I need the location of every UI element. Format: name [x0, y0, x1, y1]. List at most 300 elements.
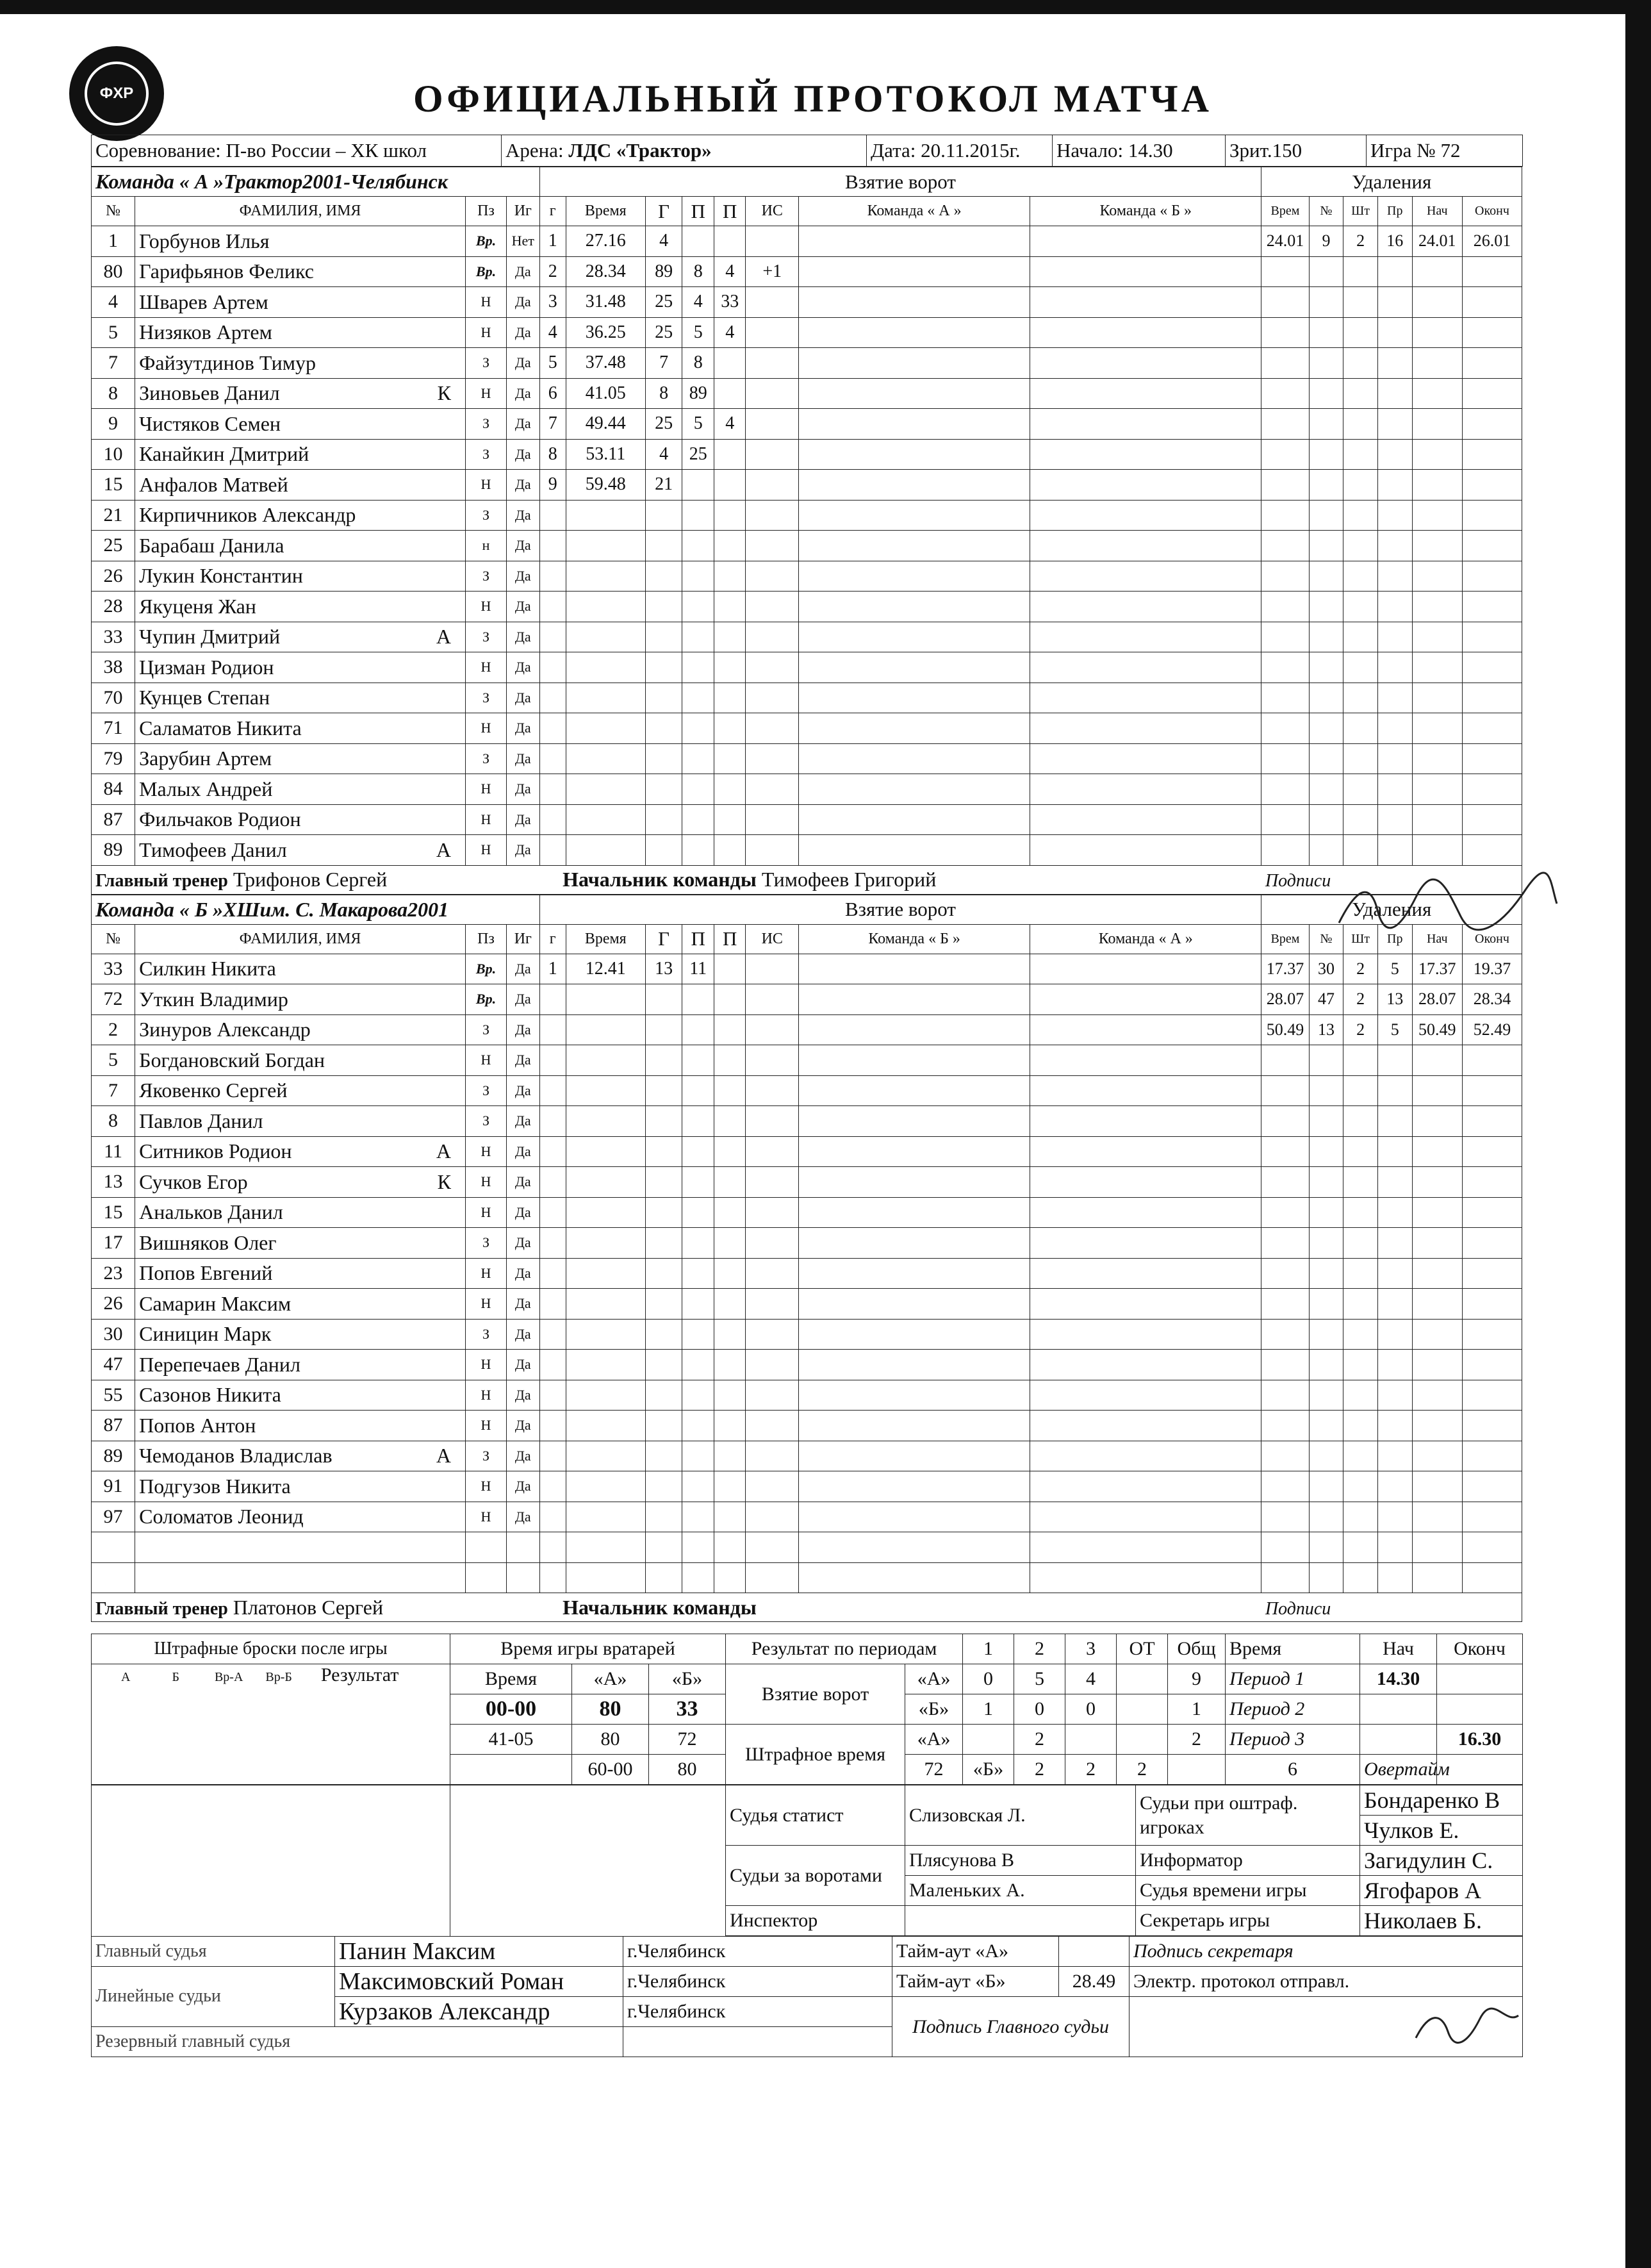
penalty-okon [1462, 1502, 1522, 1532]
goal-g [645, 835, 682, 866]
goal-detail-left [799, 1289, 1030, 1320]
player-position: З [466, 439, 507, 470]
signature-team-a [1333, 872, 1563, 948]
penalty-sh [1343, 1106, 1378, 1137]
player-number [92, 1562, 135, 1593]
goal-detail-left [799, 1441, 1030, 1471]
penalty-n [1309, 1471, 1343, 1502]
period-1-label: Период 1 [1226, 1664, 1360, 1694]
player-number: 21 [92, 500, 135, 531]
penalty-t [1261, 1075, 1309, 1106]
player-position: Н [466, 652, 507, 683]
penalty-pr [1377, 1502, 1412, 1532]
inspector-label: Инспектор [726, 1906, 905, 1936]
player-position [466, 1562, 507, 1593]
penalty-sh [1343, 1441, 1378, 1471]
goal-time: 49.44 [566, 409, 645, 440]
goal-p1 [682, 804, 714, 835]
goal-g: 4 [645, 439, 682, 470]
goal-p1 [682, 1045, 714, 1076]
player-position: Н [466, 1136, 507, 1167]
goal-detail-left [799, 378, 1030, 409]
penalty-okon [1462, 1045, 1522, 1076]
penalty-sh [1343, 1562, 1378, 1593]
player-played: Да [506, 500, 539, 531]
penalty-nach [1412, 1136, 1462, 1167]
goal-p1 [682, 1350, 714, 1380]
col-G: Г [645, 924, 682, 954]
penalty-pr [1377, 561, 1412, 592]
player-name-cell [135, 804, 466, 835]
penalty-nach [1412, 743, 1462, 774]
penalty-pr [1377, 1106, 1412, 1137]
penalty-sh [1343, 1136, 1378, 1167]
penalty-okon [1462, 1197, 1522, 1228]
goal-is [746, 531, 799, 561]
reserve-ref-label: Резервный главный судья [92, 2027, 623, 2057]
team-name: Команда « А »Трактор2001-Челябинск [92, 167, 540, 197]
goal-p2 [714, 561, 746, 592]
player-name-cell [135, 531, 466, 561]
player-number: 33 [92, 954, 135, 984]
goal-detail-right [1030, 1502, 1261, 1532]
goal-p1: 4 [682, 287, 714, 318]
player-number: 38 [92, 652, 135, 683]
pen-team-b: «Б» [963, 1755, 1014, 1785]
informer-label: Информатор [1136, 1846, 1360, 1876]
goal-p1 [682, 622, 714, 652]
col-time: Время [566, 924, 645, 954]
penalty-nach [1412, 470, 1462, 501]
player-played: Да [506, 984, 539, 1015]
col-ig: Иг [506, 197, 539, 226]
penalty-nach [1412, 804, 1462, 835]
logo-text: ФХР [99, 85, 134, 102]
period-3-end: 16.30 [1437, 1725, 1523, 1755]
player-position: З [466, 683, 507, 713]
goal-g [645, 622, 682, 652]
player-number: 17 [92, 1228, 135, 1259]
penalty-pr [1377, 1167, 1412, 1198]
penalty-t [1261, 743, 1309, 774]
penalty-pr [1377, 439, 1412, 470]
player-row [92, 1075, 1522, 1106]
player-row [92, 1167, 1522, 1198]
secretary-label: Секретарь игры [1136, 1906, 1360, 1936]
col-ig: Иг [506, 924, 539, 954]
period-2-start [1360, 1694, 1437, 1725]
shootout-col-vra: Вр-А [214, 1670, 243, 1684]
col-P2: П [714, 924, 746, 954]
goals-a-p3: 4 [1065, 1664, 1117, 1694]
pen-a-p2: 2 [1014, 1725, 1065, 1755]
pen-a-p1 [963, 1725, 1014, 1755]
penalty-nach [1412, 652, 1462, 683]
player-number: 11 [92, 1136, 135, 1167]
goal-p1 [682, 1411, 714, 1441]
penalty-sh: 2 [1343, 226, 1378, 257]
period-2-end [1437, 1694, 1523, 1725]
goal-is [746, 348, 799, 379]
penalty-nach [1412, 713, 1462, 744]
goal-time [566, 1350, 645, 1380]
shootout-result: Результат [320, 1664, 399, 1685]
player-played: Да [506, 470, 539, 501]
penalty-n [1309, 1289, 1343, 1320]
penalty-okon [1462, 592, 1522, 622]
goal-p1: 25 [682, 439, 714, 470]
player-name-cell [135, 835, 466, 866]
goal-is [746, 1228, 799, 1259]
goal-time [566, 835, 645, 866]
goal-g [645, 500, 682, 531]
penalty-okon [1462, 1167, 1522, 1198]
player-position: Н [466, 1258, 507, 1289]
player-number: 8 [92, 378, 135, 409]
goal-g: 4 [539, 317, 566, 348]
player-number: 33 [92, 622, 135, 652]
period-3-label: Период 3 [1226, 1725, 1360, 1755]
player-position: Н [466, 287, 507, 318]
goal-detail-right [1030, 409, 1261, 440]
player-name-cell [135, 1106, 466, 1137]
goal-g [539, 1411, 566, 1441]
penalty-sh [1343, 378, 1378, 409]
player-row [92, 1380, 1522, 1411]
penalty-nach [1412, 1411, 1462, 1441]
goal-p1 [682, 1136, 714, 1167]
goal-p1 [682, 1441, 714, 1471]
goal-g: 1 [539, 954, 566, 984]
player-name: Чистяков Семен [139, 411, 281, 435]
goal-g [539, 1045, 566, 1076]
penalty-t [1261, 531, 1309, 561]
penalty-t: 24.01 [1261, 226, 1309, 257]
goal-detail-left [799, 622, 1030, 652]
penalty-n [1309, 500, 1343, 531]
goal-detail-right [1030, 592, 1261, 622]
player-position: З [466, 348, 507, 379]
penalty-sh: 2 [1343, 954, 1378, 984]
player-name: Зарубин Артем [139, 747, 272, 770]
shootout-title: Штрафные броски после игры [92, 1634, 450, 1664]
goalie-time-3: 60-00 [572, 1755, 649, 1785]
goal-p2 [714, 804, 746, 835]
penalty-okon: 28.34 [1462, 984, 1522, 1015]
goal-p1 [682, 1319, 714, 1350]
player-number: 15 [92, 470, 135, 501]
player-row [92, 470, 1522, 501]
goal-detail-right [1030, 1197, 1261, 1228]
team-b-section [91, 895, 1522, 1623]
penalty-n [1309, 1228, 1343, 1259]
penalty-pr [1377, 348, 1412, 379]
goal-detail-left [799, 1258, 1030, 1289]
penalty-nach [1412, 500, 1462, 531]
player-row [92, 984, 1522, 1015]
goal-g [645, 1562, 682, 1593]
penalty-nach [1412, 683, 1462, 713]
goal-p1 [682, 984, 714, 1015]
penalty-pr [1377, 835, 1412, 866]
penalty-okon [1462, 561, 1522, 592]
penalty-nach [1412, 1562, 1462, 1593]
goal-detail-left [799, 317, 1030, 348]
penalty-nach [1412, 622, 1462, 652]
player-name: Кирпичников Александр [139, 503, 356, 527]
goal-g [539, 1014, 566, 1045]
goal-detail-right [1030, 1136, 1261, 1167]
penalty-n [1309, 531, 1343, 561]
goalie-time-title: Время игры вратарей [450, 1634, 726, 1664]
penalty-nach [1412, 1075, 1462, 1106]
penalty-n [1309, 1441, 1343, 1471]
main-ref-city: г.Челябинск [623, 1937, 892, 1967]
goal-p2 [714, 1471, 746, 1502]
goal-p2 [714, 439, 746, 470]
penalty-pr [1377, 1319, 1412, 1350]
player-position: Вр. [466, 256, 507, 287]
match-date: Дата: 20.11.2015г. [867, 135, 1053, 167]
penalty-t: 50.49 [1261, 1014, 1309, 1045]
col-IS: ИС [746, 924, 799, 954]
penalty-sh [1343, 1319, 1378, 1350]
player-row [92, 652, 1522, 683]
penalty-pr [1377, 774, 1412, 805]
goal-p2 [714, 622, 746, 652]
player-name-cell [135, 1532, 466, 1563]
goal-detail-left [799, 1532, 1030, 1563]
col-psh: Шт [1343, 924, 1378, 954]
goal-detail-left [799, 1471, 1030, 1502]
player-row [92, 226, 1522, 257]
penalty-n [1309, 622, 1343, 652]
goal-detail-left [799, 470, 1030, 501]
penalty-okon [1462, 743, 1522, 774]
goal-detail-left [799, 1350, 1030, 1380]
player-row [92, 348, 1522, 379]
goal-detail-right [1030, 1380, 1261, 1411]
player-name: Гарифьянов Феликс [139, 260, 314, 283]
penalty-sh [1343, 592, 1378, 622]
goals-a-ot [1117, 1664, 1168, 1694]
player-row [92, 1532, 1522, 1563]
goal-p1: 11 [682, 954, 714, 984]
goal-detail-left [799, 348, 1030, 379]
goal-is [746, 439, 799, 470]
player-name-cell [135, 1411, 466, 1441]
signatures-label: Подписи [1265, 871, 1331, 891]
goal-g [539, 1350, 566, 1380]
goal-time [566, 592, 645, 622]
penalty-n: 30 [1309, 954, 1343, 984]
goal-detail-right [1030, 1532, 1261, 1563]
timer-name: Ягофаров А [1360, 1876, 1523, 1906]
penalty-n [1309, 439, 1343, 470]
goal-g [645, 531, 682, 561]
penalty-sh [1343, 1350, 1378, 1380]
main-ref-name: Панин Максим [335, 1937, 623, 1967]
player-position: Н [466, 1350, 507, 1380]
goal-detail-left [799, 1319, 1030, 1350]
penalty-n [1309, 804, 1343, 835]
officials-mid-blank [450, 1785, 726, 1936]
main-ref-label: Главный судья [92, 1937, 335, 1967]
goal-p2 [714, 1319, 746, 1350]
player-played: Да [506, 683, 539, 713]
penalty-okon [1462, 1075, 1522, 1106]
player-row [92, 317, 1522, 348]
pen-b-p2: 2 [1065, 1755, 1117, 1785]
goal-time [566, 774, 645, 805]
penalty-sh [1343, 1045, 1378, 1076]
coach-label: Главный тренер [95, 1598, 228, 1619]
secretary-name: Николаев Б. [1360, 1906, 1523, 1936]
linesman-1-city: г.Челябинск [623, 1967, 892, 1997]
player-number: 84 [92, 774, 135, 805]
goals-title: Взятие ворот [539, 895, 1261, 924]
goal-p2 [714, 683, 746, 713]
goal-detail-left [799, 1136, 1030, 1167]
penalty-t: 28.07 [1261, 984, 1309, 1015]
goal-p2 [714, 1014, 746, 1045]
goal-g [645, 713, 682, 744]
goal-time [566, 500, 645, 531]
player-name-cell [135, 1471, 466, 1502]
player-played: Да [506, 531, 539, 561]
penalty-okon [1462, 500, 1522, 531]
goal-detail-left [799, 1228, 1030, 1259]
player-row [92, 1258, 1522, 1289]
penalty-n: 9 [1309, 226, 1343, 257]
player-played: Да [506, 1258, 539, 1289]
penalty-sh [1343, 1167, 1378, 1198]
goal-p1 [682, 743, 714, 774]
penalty-sh [1343, 1502, 1378, 1532]
player-name-cell [135, 954, 466, 984]
goal-detail-right [1030, 439, 1261, 470]
goal-detail-left [799, 561, 1030, 592]
player-number: 80 [92, 256, 135, 287]
penalty-nach [1412, 774, 1462, 805]
penalty-nach: 50.49 [1412, 1014, 1462, 1045]
penalty-t [1261, 561, 1309, 592]
goal-detail-right [1030, 652, 1261, 683]
player-row [92, 1106, 1522, 1137]
goal-time [566, 561, 645, 592]
player-row [92, 1350, 1522, 1380]
penalty-nach [1412, 1502, 1462, 1532]
player-played [506, 1532, 539, 1563]
goal-g [539, 592, 566, 622]
pen-b-total: 6 [1226, 1755, 1360, 1785]
penalty-okon [1462, 1136, 1522, 1167]
goal-g [645, 1228, 682, 1259]
player-position: Н [466, 1197, 507, 1228]
penalty-okon [1462, 1441, 1522, 1471]
penalty-okon [1462, 1350, 1522, 1380]
penalty-pr [1377, 804, 1412, 835]
player-position: Н [466, 1045, 507, 1076]
player-name: Низяков Артем [139, 320, 272, 344]
col-P2: П [714, 197, 746, 226]
player-number: 9 [92, 409, 135, 440]
penalty-t [1261, 348, 1309, 379]
goal-p2 [714, 500, 746, 531]
goal-g [645, 804, 682, 835]
goalie-time-1: 00-00 [450, 1694, 572, 1725]
goal-detail-left [799, 1562, 1030, 1593]
penalty-sh [1343, 1380, 1378, 1411]
times-head-time: Время [1226, 1634, 1360, 1664]
goal-detail-left [799, 1106, 1030, 1137]
linesman-2: Курзаков Александр [335, 1997, 623, 2027]
goal-detail-left [799, 954, 1030, 984]
penalty-nach [1412, 561, 1462, 592]
goal-is [746, 470, 799, 501]
player-name: Кунцев Степан [139, 686, 270, 709]
player-position [466, 1532, 507, 1563]
goal-g: 7 [645, 348, 682, 379]
player-position: Н [466, 1289, 507, 1320]
linesman-2-city: г.Челябинск [623, 1997, 892, 2027]
goal-p2 [714, 1350, 746, 1380]
col-team-left: Команда « Б » [799, 924, 1030, 954]
penalty-sh [1343, 439, 1378, 470]
game-number: Игра № 72 [1367, 135, 1523, 167]
penalty-pr: 5 [1377, 954, 1412, 984]
goal-is [746, 774, 799, 805]
team-name: Команда « Б »ХШим. С. Макарова2001 [92, 895, 540, 924]
penalty-nach: 24.01 [1412, 226, 1462, 257]
penalty-sh [1343, 743, 1378, 774]
penalty-pr [1377, 287, 1412, 318]
penalty-n [1309, 1562, 1343, 1593]
penalty-t [1261, 1136, 1309, 1167]
goal-time [566, 622, 645, 652]
goals-a-p1: 0 [963, 1664, 1014, 1694]
player-played: Да [506, 561, 539, 592]
penalty-nach [1412, 1106, 1462, 1137]
goal-time: 53.11 [566, 439, 645, 470]
goal-p1 [682, 835, 714, 866]
chief-cell [539, 1593, 1261, 1622]
penalty-sh [1343, 1532, 1378, 1563]
penalties-title: Удаления [1261, 895, 1522, 924]
player-played: Да [506, 1167, 539, 1198]
goal-is [746, 1075, 799, 1106]
penalty-sh [1343, 713, 1378, 744]
goal-g [645, 1411, 682, 1441]
player-row [92, 1471, 1522, 1502]
player-position: Н [466, 317, 507, 348]
timeout-b-value: 28.49 [1059, 1967, 1129, 1997]
officials-table [91, 1785, 1523, 1936]
penalty-okon [1462, 470, 1522, 501]
penalty-t [1261, 1106, 1309, 1137]
player-played: Да [506, 348, 539, 379]
penalty-nach [1412, 1045, 1462, 1076]
player-position: З [466, 1106, 507, 1137]
penalty-nach [1412, 348, 1462, 379]
penalty-pr [1377, 378, 1412, 409]
goal-p2 [714, 348, 746, 379]
signatures-label: Подписи [1265, 1598, 1331, 1619]
goal-detail-right [1030, 743, 1261, 774]
competition: Соревнование: П-во России – ХК школ [92, 135, 502, 167]
player-name-cell [135, 1136, 466, 1167]
start-time: Начало: 14.30 [1053, 135, 1226, 167]
